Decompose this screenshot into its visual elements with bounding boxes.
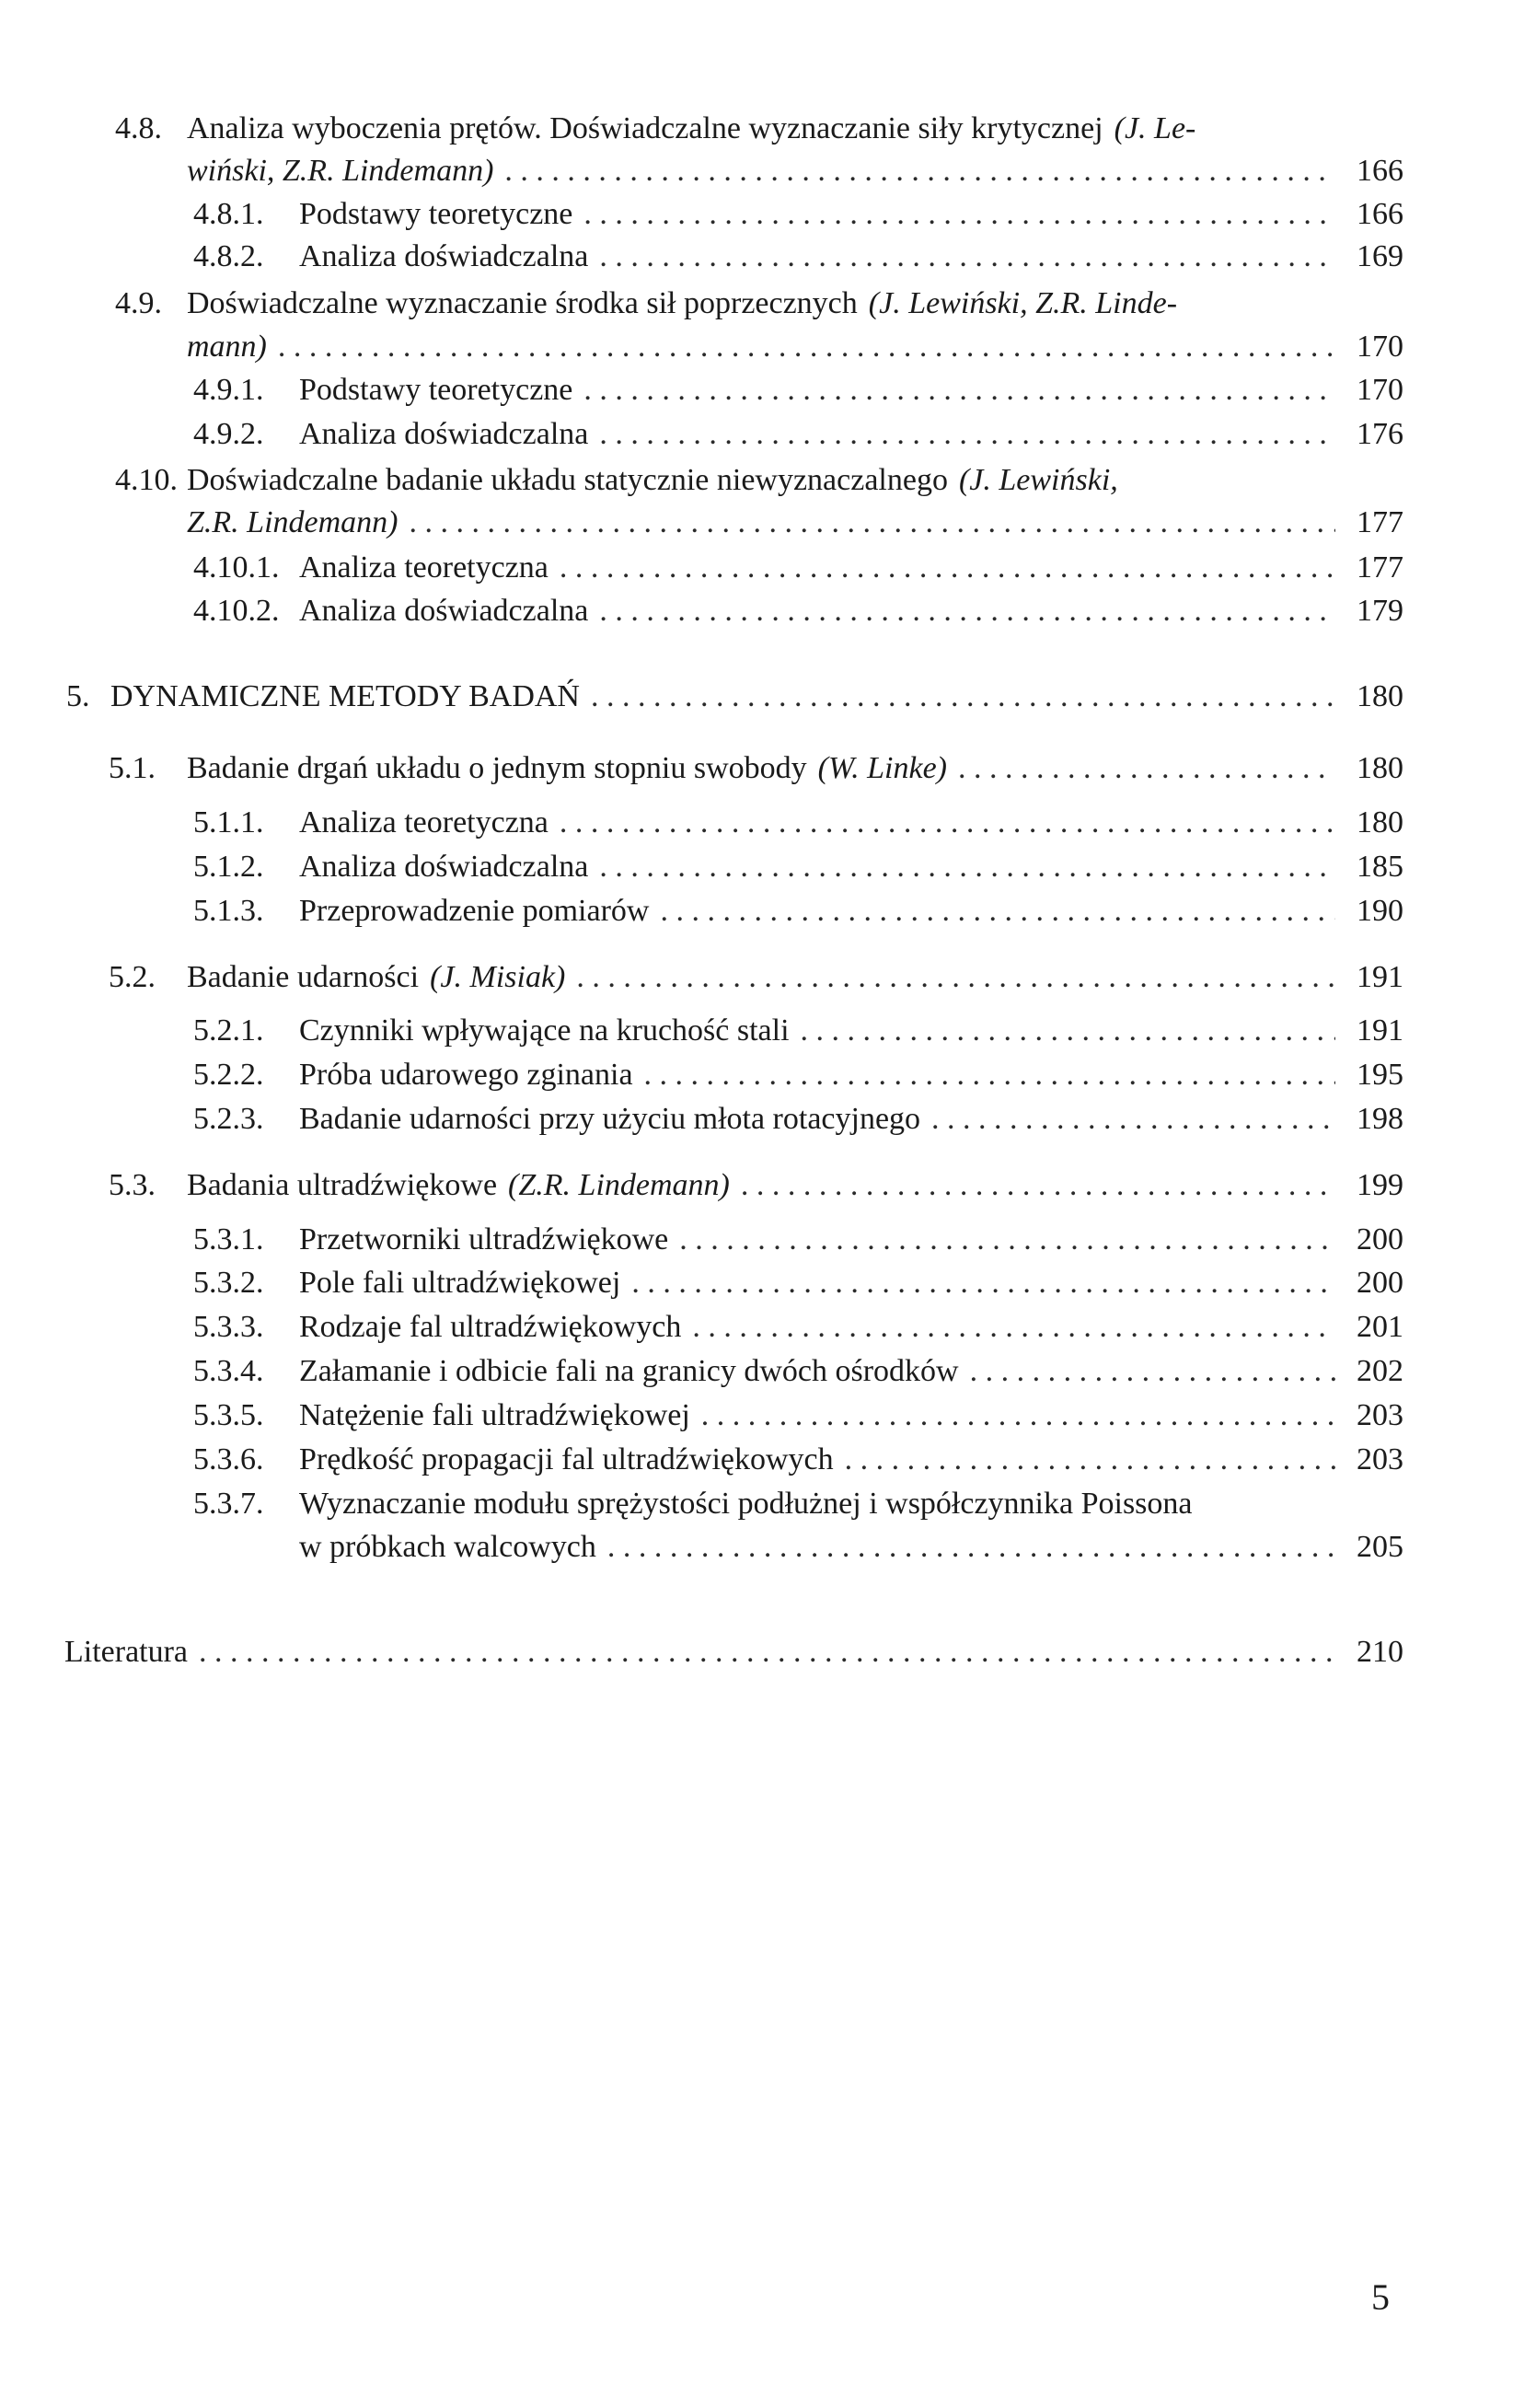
toc-chapter bbox=[64, 1634, 1403, 1671]
leader-dots bbox=[599, 849, 1335, 886]
toc-entry bbox=[193, 196, 1403, 233]
toc-entry-page: 199 bbox=[1357, 1168, 1403, 1202]
toc-entry bbox=[193, 1221, 1403, 1258]
toc-entry-page: 177 bbox=[1357, 550, 1403, 585]
toc-entry bbox=[193, 550, 1403, 586]
toc-entry-page: 191 bbox=[1357, 960, 1403, 994]
toc-entry-page: 170 bbox=[1357, 330, 1403, 364]
toc-entry bbox=[193, 1441, 1403, 1478]
toc-entry-title bbox=[115, 110, 1403, 147]
toc-entry-author: (J. Lewiński, bbox=[958, 463, 1118, 497]
toc-entry-page: 180 bbox=[1357, 679, 1403, 713]
toc-entry-page: 200 bbox=[1357, 1266, 1403, 1300]
toc-entry-text: Próba udarowego zginania bbox=[299, 1058, 633, 1092]
toc-entry-page: 177 bbox=[1357, 505, 1403, 539]
leader-dots bbox=[801, 1013, 1335, 1049]
toc-entry-text: mann) bbox=[187, 330, 267, 364]
toc-entry-text: Przetworniki ultradźwiękowe bbox=[299, 1222, 669, 1256]
leader-dots bbox=[583, 372, 1335, 409]
leader-dots bbox=[970, 1353, 1335, 1390]
toc-entry-number: 4.8.2. bbox=[193, 239, 264, 273]
leader-dots bbox=[504, 153, 1335, 190]
toc-entry-number: 5.1. bbox=[109, 751, 156, 785]
toc-entry-page: 190 bbox=[1357, 894, 1403, 928]
toc-entry-number: 5. bbox=[66, 679, 90, 713]
toc-entry-text: Załamanie i odbicie fali na granicy dwóch ośrodków bbox=[299, 1354, 959, 1388]
toc-entry-text: Podstawy teoretyczne bbox=[299, 373, 573, 407]
toc-entry-author: (J. Misiak) bbox=[430, 960, 566, 994]
toc-entry bbox=[193, 893, 1403, 930]
leader-dots bbox=[560, 550, 1335, 586]
leader-dots bbox=[583, 196, 1335, 233]
toc-entry-number: 5.1.1. bbox=[193, 805, 264, 839]
toc-entry-text: Badanie drgań układu o jednym stopniu swobody bbox=[187, 751, 807, 785]
toc-entry bbox=[187, 153, 1403, 190]
toc-entry-page: 179 bbox=[1357, 594, 1403, 628]
toc-entry-page: 176 bbox=[1357, 417, 1403, 451]
toc-entry-page: 210 bbox=[1357, 1635, 1403, 1669]
toc-entry bbox=[299, 1529, 1403, 1566]
toc-entry-text: Przeprowadzenie pomiarów bbox=[299, 894, 650, 928]
leader-dots bbox=[599, 238, 1335, 275]
toc-entry-text: Z.R. Lindemann) bbox=[187, 505, 398, 539]
toc-entry-text: Analiza doświadczalna bbox=[299, 850, 589, 884]
toc-entry-text: Rodzaje fal ultradźwiękowych bbox=[299, 1310, 682, 1344]
toc-entry-text: Analiza doświadczalna bbox=[299, 417, 589, 451]
leader-dots bbox=[560, 805, 1335, 841]
toc-entry-author: (J. Lewiński, Z.R. Linde- bbox=[868, 286, 1178, 320]
toc-entry-text: Czynniki wpływające na kruchość stali bbox=[299, 1013, 790, 1048]
toc-entry-number: 5.3. bbox=[109, 1168, 156, 1202]
toc-entry-page: 198 bbox=[1357, 1102, 1403, 1136]
toc-entry-page: 202 bbox=[1357, 1354, 1403, 1388]
leader-dots bbox=[631, 1265, 1335, 1302]
toc-chapter bbox=[66, 678, 1403, 715]
toc-entry-text: Analiza wyboczenia prętów. Doświadczalne wyznaczanie siły krytycznej bbox=[187, 111, 1103, 145]
toc-entry-number: 5.1.2. bbox=[193, 850, 264, 884]
toc-entry-page: 185 bbox=[1357, 850, 1403, 884]
toc-entry-number: 5.1.3. bbox=[193, 894, 264, 928]
leader-dots bbox=[599, 593, 1335, 630]
toc-entry-number: 5.2.1. bbox=[193, 1013, 264, 1048]
toc-entry-page: 200 bbox=[1357, 1222, 1403, 1256]
toc-entry-number: 4.9. bbox=[115, 286, 162, 320]
toc-entry-number: 4.10.1. bbox=[193, 550, 280, 585]
toc-entry-number: 5.3.6. bbox=[193, 1442, 264, 1476]
toc-entry-text: w próbkach walcowych bbox=[299, 1530, 596, 1564]
toc-entry-number: 5.3.1. bbox=[193, 1222, 264, 1256]
toc-entry-page: 205 bbox=[1357, 1530, 1403, 1564]
toc-entry-text: Analiza teoretyczna bbox=[299, 550, 549, 585]
toc-entry-page: 191 bbox=[1357, 1013, 1403, 1048]
toc-entry-number: 5.3.3. bbox=[193, 1310, 264, 1344]
toc-entry-number: 5.2.2. bbox=[193, 1058, 264, 1092]
toc-entry-text: Badanie udarności przy użyciu młota rotacyjnego bbox=[299, 1102, 921, 1136]
leader-dots bbox=[701, 1397, 1335, 1434]
toc-entry bbox=[193, 1309, 1403, 1346]
toc-entry-page: 180 bbox=[1357, 805, 1403, 839]
toc-entry bbox=[193, 849, 1403, 886]
toc-entry-number: 5.2.3. bbox=[193, 1102, 264, 1136]
leader-dots bbox=[576, 959, 1335, 996]
leader-dots bbox=[845, 1441, 1335, 1478]
toc-entry-text: Prędkość propagacji fal ultradźwiękowych bbox=[299, 1442, 834, 1476]
leader-dots bbox=[692, 1309, 1335, 1346]
leader-dots bbox=[199, 1634, 1335, 1671]
toc-entry bbox=[193, 372, 1403, 409]
leader-dots bbox=[591, 678, 1335, 715]
toc-entry bbox=[193, 416, 1403, 453]
toc-entry-text: Doświadczalne wyznaczanie środka sił poprzecznych bbox=[187, 286, 858, 320]
toc-entry-number: 5.3.7. bbox=[193, 1487, 264, 1521]
toc-entry-author: (W. Linke) bbox=[817, 751, 948, 785]
toc-entry-text: Badania ultradźwiękowe bbox=[187, 1168, 498, 1202]
leader-dots bbox=[278, 329, 1335, 365]
toc-entry-number: 4.9.1. bbox=[193, 373, 264, 407]
toc-entry-text: Podstawy teoretyczne bbox=[299, 197, 573, 231]
toc-entry-page: 170 bbox=[1357, 373, 1403, 407]
leader-dots bbox=[679, 1221, 1335, 1258]
toc-section bbox=[109, 1167, 1403, 1204]
toc-entry-page: 169 bbox=[1357, 239, 1403, 273]
leader-dots bbox=[660, 893, 1335, 930]
leader-dots bbox=[644, 1057, 1335, 1094]
toc-entry bbox=[193, 1265, 1403, 1302]
toc-section bbox=[109, 959, 1403, 996]
leader-dots bbox=[958, 750, 1335, 787]
toc-entry-text: Analiza doświadczalna bbox=[299, 239, 589, 273]
toc-entry-number: 4.8. bbox=[115, 111, 162, 145]
toc-entry-number: 5.3.4. bbox=[193, 1354, 264, 1388]
leader-dots bbox=[599, 416, 1335, 453]
toc-entry bbox=[193, 805, 1403, 841]
toc-entry-title bbox=[115, 462, 1403, 499]
toc-entry bbox=[187, 504, 1403, 541]
toc-entry-title bbox=[193, 1486, 1403, 1522]
toc-entry-text: Pole fali ultradźwiękowej bbox=[299, 1266, 621, 1300]
toc-section bbox=[109, 750, 1403, 787]
toc-entry-number: 4.8.1. bbox=[193, 197, 264, 231]
toc-entry-text: DYNAMICZNE METODY BADAŃ bbox=[110, 679, 580, 713]
toc-entry-author: (J. Le- bbox=[1114, 111, 1196, 145]
toc-entry-number: 5.3.2. bbox=[193, 1266, 264, 1300]
toc-entry bbox=[193, 1397, 1403, 1434]
page-number: 5 bbox=[1371, 2276, 1390, 2318]
toc-entry-number: 4.10.2. bbox=[193, 594, 280, 628]
toc-entry bbox=[193, 1013, 1403, 1049]
leader-dots bbox=[741, 1167, 1335, 1204]
toc-entry bbox=[193, 238, 1403, 275]
toc-entry-text: Analiza teoretyczna bbox=[299, 805, 549, 839]
toc-entry-text: Literatura bbox=[64, 1635, 189, 1669]
toc-entry-number: 4.9.2. bbox=[193, 417, 264, 451]
toc-entry-text: Analiza doświadczalna bbox=[299, 594, 589, 628]
toc-entry bbox=[193, 593, 1403, 630]
toc-entry-number: 4.10. bbox=[115, 463, 178, 497]
leader-dots bbox=[931, 1101, 1335, 1138]
toc-entry-number: 5.2. bbox=[109, 960, 156, 994]
toc-entry-page: 180 bbox=[1357, 751, 1403, 785]
toc-entry-page: 201 bbox=[1357, 1310, 1403, 1344]
leader-dots bbox=[607, 1529, 1335, 1566]
toc-entry bbox=[187, 329, 1403, 365]
leader-dots bbox=[410, 504, 1336, 541]
toc-entry-text: Natężenie fali ultradźwiękowej bbox=[299, 1398, 690, 1432]
toc-entry bbox=[193, 1057, 1403, 1094]
toc-entry-author: (Z.R. Lindemann) bbox=[508, 1168, 730, 1202]
toc-entry-page: 203 bbox=[1357, 1398, 1403, 1432]
toc-entry-page: 166 bbox=[1357, 197, 1403, 231]
toc-entry-text: wiński, Z.R. Lindemann) bbox=[187, 154, 494, 188]
toc-entry-title bbox=[115, 285, 1403, 322]
toc-entry bbox=[193, 1101, 1403, 1138]
toc-entry-text: Badanie udarności bbox=[187, 960, 420, 994]
toc-entry-page: 166 bbox=[1357, 154, 1403, 188]
toc-entry-text: Wyznaczanie modułu sprężystości podłużnej i współczynnika Poissona bbox=[299, 1487, 1193, 1521]
toc-entry bbox=[193, 1353, 1403, 1390]
toc-entry-text: Doświadczalne badanie układu statycznie niewyznaczalnego bbox=[187, 463, 948, 497]
toc-entry-page: 203 bbox=[1357, 1442, 1403, 1476]
toc-entry-page: 195 bbox=[1357, 1058, 1403, 1092]
toc-entry-number: 5.3.5. bbox=[193, 1398, 264, 1432]
